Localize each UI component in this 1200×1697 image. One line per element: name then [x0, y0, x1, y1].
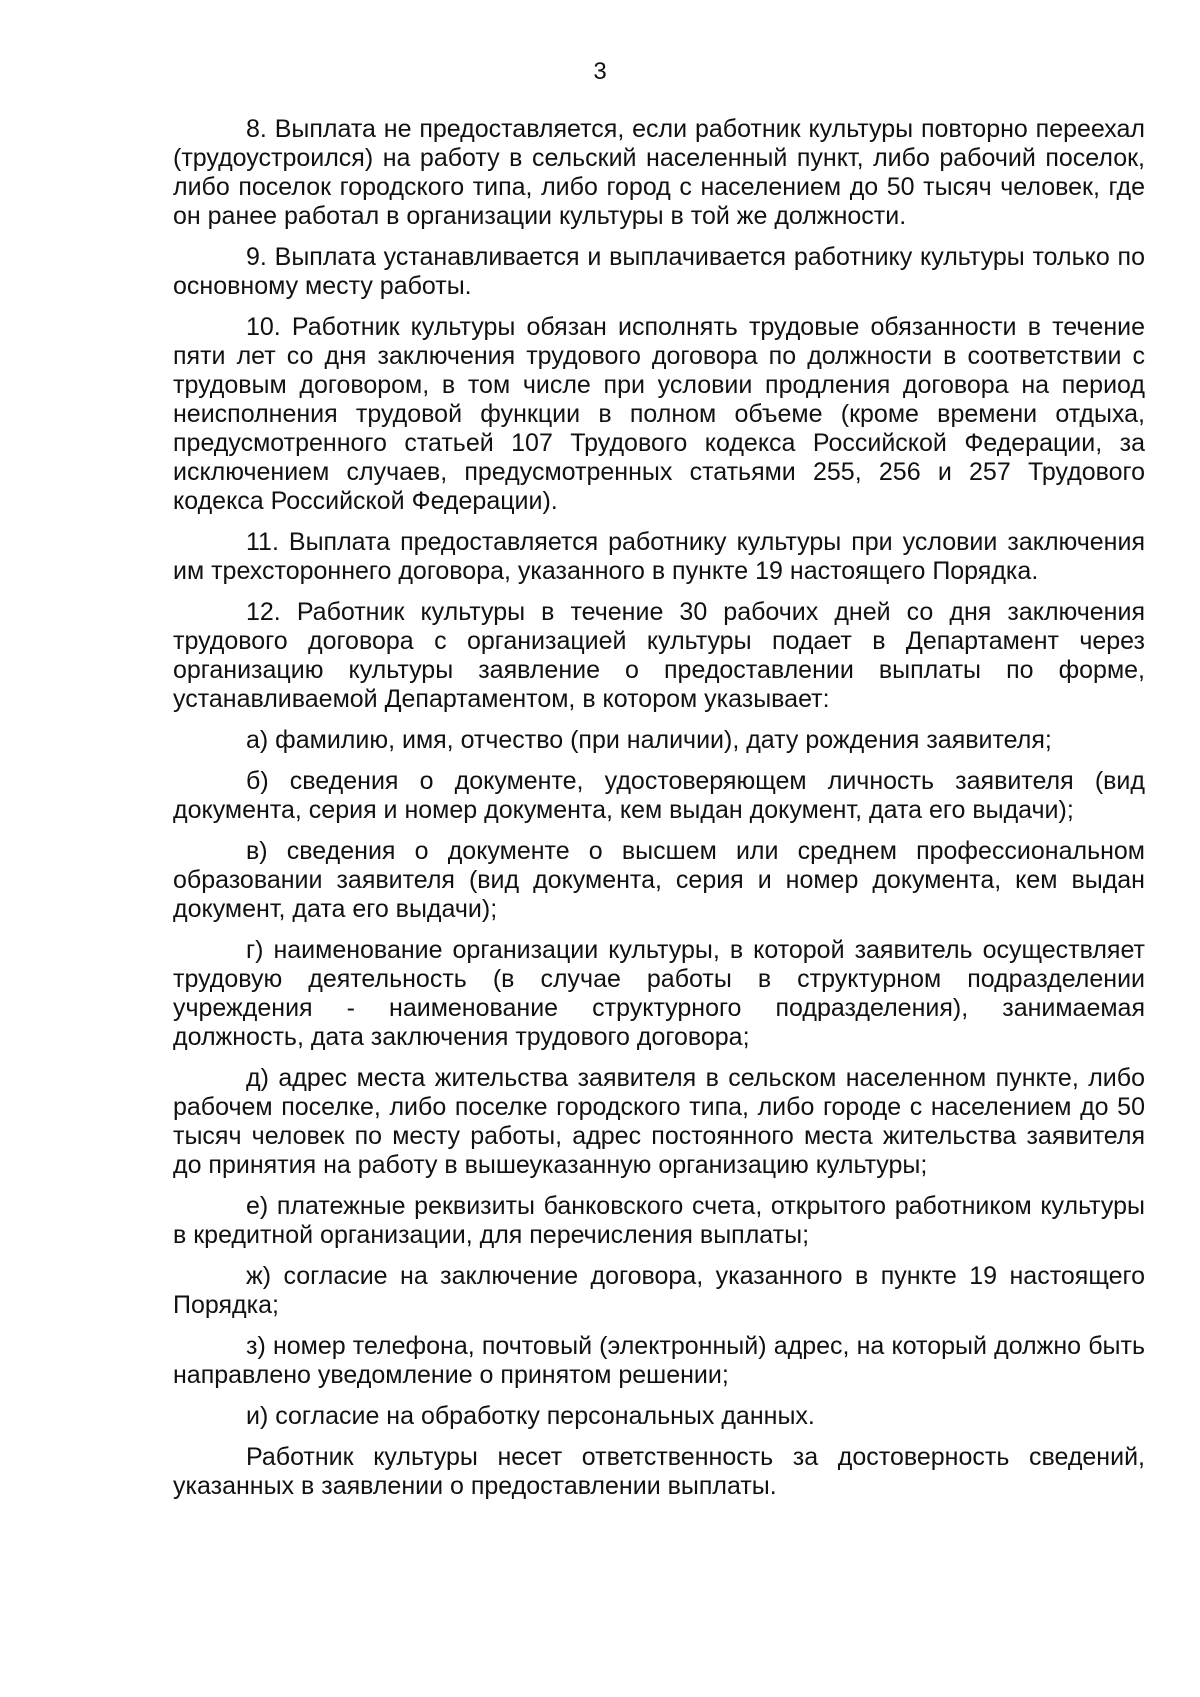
document-body [173, 115, 1145, 1513]
list-item-d: д) адрес места жительства заявителя в сельском населенном пункте, либо рабочем поселке, либо поселке городского типа, либо городе с населением до 50 тысяч человек по месту работы, адрес постоянного места жительства заявителя до принятия на работу в вышеуказанную организацию культуры; [173, 1064, 1145, 1179]
page-number: 3 [593, 58, 607, 85]
paragraph-10: 10. Работник культуры обязан исполнять трудовые обязанности в течение пяти лет со дня заключения трудового договора по должности в соответствии с трудовым договором, в том числе при условии продления договора на период неисполнения трудовой функции в полном объеме (кроме времени отдыха, предусмотренного статьей 107 Трудового кодекса Российской Федерации, за исключением случаев, предусмотренных статьями 255, 256 и 257 Трудового кодекса Российской Федерации). [173, 313, 1145, 515]
list-item-g: г) наименование организации культуры, в которой заявитель осуществляет трудовую деятельность (в случае работы в структурном подразделении учреждения - наименование структурного подразделения), занимаемая должность, дата заключения трудового договора; [173, 936, 1145, 1051]
paragraph-12: 12. Работник культуры в течение 30 рабочих дней со дня заключения трудового договора с организацией культуры подает в Департамент через организацию культуры заявление о предоставлении выплаты по форме, устанавливаемой Департаментом, в котором указывает: [173, 598, 1145, 713]
paragraph-11: 11. Выплата предоставляется работнику культуры при условии заключения им трехстороннего договора, указанного в пункте 19 настоящего Порядка. [173, 528, 1145, 585]
list-item-i: и) согласие на обработку персональных данных. [246, 1402, 815, 1430]
list-item-v: в) сведения о документе о высшем или среднем профессиональном образовании заявителя (вид документа, серия и номер документа, кем выдан документ, дата его выдачи); [173, 837, 1145, 923]
list-item-b: б) сведения о документе, удостоверяющем личность заявителя (вид документа, серия и номер документа, кем выдан документ, дата его выдачи); [173, 767, 1145, 824]
list-item-z: з) номер телефона, почтовый (электронный) адрес, на который должно быть направлено уведомление о принятом решении; [173, 1332, 1145, 1389]
paragraph-8: 8. Выплата не предоставляется, если работник культуры повторно переехал (трудоустроился) на работу в сельский населенный пункт, либо рабочий поселок, либо поселок городского типа, либо город с населением до 50 тысяч человек, где он ранее работал в организации культуры в той же должности. [173, 115, 1145, 230]
responsibility-paragraph: Работник культуры несет ответственность за достоверность сведений, указанных в заявлении о предоставлении выплаты. [173, 1443, 1145, 1500]
list-item-e: е) платежные реквизиты банковского счета, открытого работником культуры в кредитной организации, для перечисления выплаты; [173, 1192, 1145, 1249]
list-item-a: а) фамилию, имя, отчество (при наличии), дату рождения заявителя; [246, 726, 1052, 754]
list-item-zh: ж) согласие на заключение договора, указанного в пункте 19 настоящего Порядка; [173, 1262, 1145, 1319]
paragraph-9: 9. Выплата устанавливается и выплачивается работнику культуры только по основному месту работы. [173, 243, 1145, 300]
